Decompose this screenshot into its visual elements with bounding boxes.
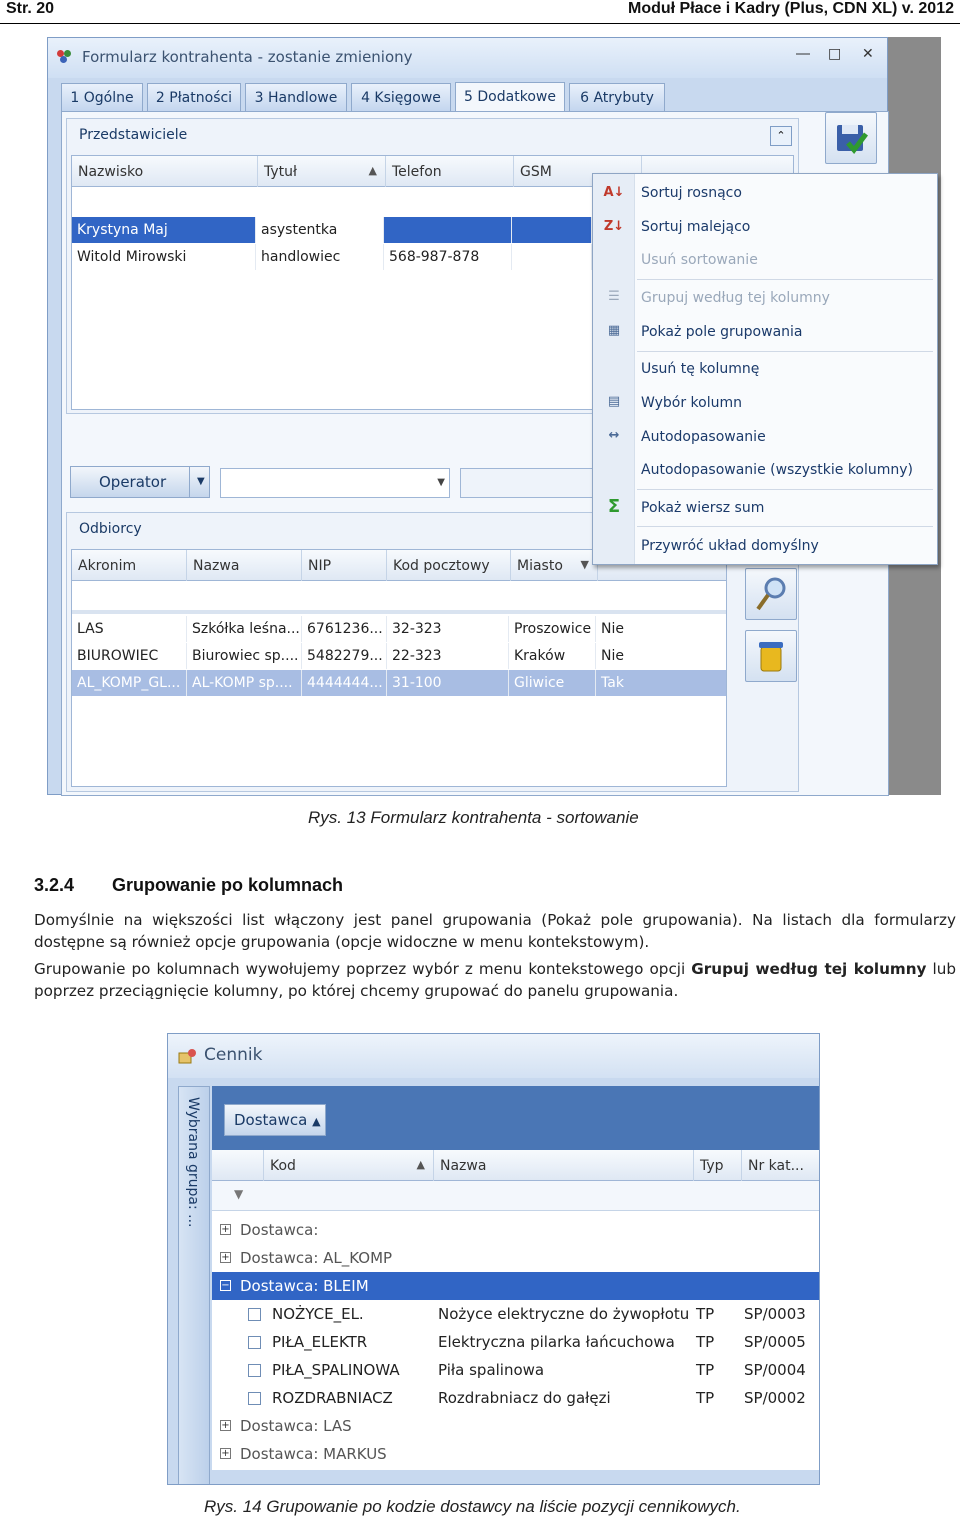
menu-item-show-sum-row[interactable]: Pokaż wiersz sum — [641, 500, 765, 516]
menu-item-group-by-column[interactable]: Grupuj według tej kolumny — [641, 290, 830, 306]
list-item[interactable] — [212, 1328, 820, 1356]
cell-nazwa: AL-KOMP sp.... — [187, 670, 302, 696]
cell-nazwa: Rozdrabniacz do gałęzi — [438, 1389, 611, 1407]
col-nazwisko[interactable]: Nazwisko — [72, 156, 258, 187]
sort-down-icon: ▼ — [580, 558, 589, 571]
cell-flag: Tak — [596, 670, 727, 696]
paragraph-2-text-c: lub poprzez przeciągnięcie kolumny, po której chcemy grupować do panelu grupowania. — [34, 960, 956, 1000]
group-row[interactable] — [212, 1216, 820, 1244]
section-heading — [34, 875, 343, 896]
expand-icon[interactable]: + — [221, 1224, 230, 1235]
recipients-grid — [71, 549, 727, 787]
group-row-label: Dostawca: AL_KOMP — [240, 1249, 393, 1267]
expand-icon[interactable]: + — [221, 1252, 230, 1263]
cell-akronim: BIUROWIEC — [72, 643, 187, 669]
col-nazwa[interactable]: Nazwa — [187, 550, 302, 581]
sort-up-icon: ▲ — [368, 164, 377, 177]
cell-telefon: 568-987-878 — [384, 244, 512, 270]
group-row-label: Dostawca: BLEIM — [240, 1277, 369, 1295]
cell-nazwa: Biurowiec sp.... — [187, 643, 302, 669]
paragraph-2-text-a: Grupowanie po kolumnach wywołujemy poprzez wybór z menu kontekstowego opcji — [34, 960, 692, 978]
window-title: Cennik — [204, 1045, 263, 1065]
sort-up-icon: ▲ — [416, 1158, 425, 1171]
representatives-title: Przedstawiciele — [79, 127, 188, 143]
group-row-label: Dostawca: MARKUS — [240, 1445, 387, 1463]
col-nip[interactable]: NIP — [302, 550, 387, 581]
cell-kod: NOŻYCE_EL. — [272, 1305, 364, 1323]
list-item[interactable] — [212, 1300, 820, 1328]
cell-typ: TP — [696, 1361, 715, 1379]
search-button[interactable] — [745, 568, 797, 620]
cell-flag: Nie — [596, 616, 727, 642]
col-telefon[interactable]: Telefon — [386, 156, 514, 187]
cell-kod: 22-323 — [387, 643, 509, 669]
menu-separator — [637, 351, 933, 352]
selected-group-label: Wybrana grupa: ... — [185, 1097, 201, 1228]
cell-akronim: AL_KOMP_GL... — [72, 670, 187, 696]
recipients-title: Odbiorcy — [79, 521, 142, 537]
cell-nip: 6761236... — [302, 616, 387, 642]
group-panel — [212, 1086, 820, 1150]
paragraph-1: Domyślnie na większości list włączony jest panel grupowania (Pokaż pole grupowania). Na listach dla formularzy dostępne są również opcje grupowania (opcje widoczne w menu kontekstowym). — [34, 911, 956, 951]
cell-miasto: Proszowice — [509, 616, 596, 642]
group-row[interactable] — [212, 1440, 820, 1468]
cell-nazwisko: Witold Mirowski — [72, 244, 256, 270]
menu-item-column-chooser[interactable]: Wybór kolumn — [641, 395, 742, 411]
figure-1-caption: Rys. 13 Formularz kontrahenta - sortowanie — [308, 808, 639, 827]
menu-separator — [637, 489, 933, 490]
sort-desc-icon: Z↓ — [603, 219, 625, 234]
divider — [189, 467, 190, 497]
cell-tytul: handlowiec — [256, 244, 384, 270]
column-chooser-icon: ▤ — [607, 394, 621, 409]
cell-nazwa: Szkółka leśna... — [187, 616, 302, 642]
window-title: Formularz kontrahenta - zostanie zmieniony — [82, 48, 413, 66]
operator-combo[interactable] — [220, 468, 450, 498]
cell-kod: PIŁA_SPALINOWA — [272, 1361, 400, 1379]
close-button[interactable]: ✕ — [862, 46, 874, 62]
menu-item-sort-desc[interactable]: Sortuj malejąco — [641, 219, 751, 235]
table-row[interactable] — [72, 244, 592, 270]
cell-telefon — [384, 217, 512, 243]
cell-nazwa: Elektryczna pilarka łańcuchowa — [438, 1333, 675, 1351]
cell-typ: TP — [696, 1389, 715, 1407]
page-header — [0, 0, 960, 24]
cell-nr-kat: SP/0003 — [744, 1305, 806, 1323]
operator-button[interactable] — [70, 466, 210, 498]
cell-nr-kat: SP/0004 — [744, 1361, 806, 1379]
menu-item-sort-asc[interactable]: Sortuj rosnąco — [641, 185, 742, 201]
expand-icon[interactable]: + — [221, 1420, 230, 1431]
group-row-label: Dostawca: — [240, 1221, 319, 1239]
col-nazwa[interactable]: Nazwa — [434, 1150, 694, 1181]
tab-handlowe[interactable]: 3 Handlowe — [245, 83, 347, 112]
table-row[interactable] — [72, 217, 592, 243]
delete-button[interactable] — [745, 630, 797, 682]
cell-kod: 32-323 — [387, 616, 509, 642]
cell-miasto: Kraków — [509, 643, 596, 669]
price-list-grid — [212, 1150, 820, 1470]
col-kod[interactable] — [264, 1150, 434, 1181]
table-row[interactable] — [72, 643, 727, 669]
section-number: 3.2.4 — [34, 875, 75, 895]
window-titlebar — [48, 38, 887, 78]
filter-row[interactable] — [212, 1181, 820, 1211]
collapse-icon[interactable]: − — [221, 1280, 230, 1291]
col-tytul[interactable] — [258, 156, 386, 187]
list-item[interactable] — [212, 1384, 820, 1412]
collapse-icon[interactable]: ⌃ — [770, 126, 792, 146]
menu-item-autofit-all[interactable]: Autodopasowanie (wszystkie kolumny) — [641, 462, 914, 478]
tab-dodatkowe[interactable]: 5 Dodatkowe — [455, 82, 565, 113]
group-row[interactable] — [212, 1244, 820, 1272]
sum-icon: Σ — [607, 496, 621, 517]
maximize-button[interactable]: □ — [828, 46, 842, 62]
context-menu — [592, 173, 938, 565]
tab-atrybuty[interactable]: 6 Atrybuty — [569, 83, 665, 112]
figure-2-caption: Rys. 14 Grupowanie po kodzie dostawcy na liście pozycji cennikowych. — [204, 1497, 741, 1516]
operator-button-label: Operator — [99, 473, 167, 491]
sort-asc-icon: A↓ — [603, 185, 625, 200]
window-titlebar — [168, 1034, 819, 1078]
group-row-label: Dostawca: LAS — [240, 1417, 352, 1435]
menu-item-show-group-panel[interactable]: Pokaż pole grupowania — [641, 324, 803, 340]
cell-typ: TP — [696, 1305, 715, 1323]
tab-ksiegowe[interactable]: 4 Księgowe — [351, 83, 451, 112]
save-icon — [826, 113, 876, 163]
cell-nip: 4444444... — [302, 670, 387, 696]
menu-item-remove-column[interactable]: Usuń tę kolumnę — [641, 361, 760, 377]
table-row[interactable] — [72, 670, 727, 696]
chevron-down-icon[interactable]: ▼ — [437, 477, 445, 488]
paragraph-2-bold: Grupuj według tej kolumny — [691, 960, 927, 978]
menu-item-restore-default[interactable]: Przywróć układ domyślny — [641, 538, 819, 554]
group-row[interactable] — [212, 1412, 820, 1440]
minimize-button[interactable]: ― — [796, 46, 810, 62]
list-item[interactable] — [212, 1356, 820, 1384]
operator-field[interactable] — [460, 468, 600, 498]
cell-tytul[interactable]: asystentka — [256, 217, 384, 243]
app-logo-icon — [57, 50, 77, 64]
autofit-icon: ↔ — [608, 428, 620, 443]
col-kod-label: Kod — [270, 1158, 296, 1174]
menu-item-autofit[interactable]: Autodopasowanie — [641, 429, 766, 445]
cell-kod: ROZDRABNIACZ — [272, 1389, 393, 1407]
tab-ogolne[interactable]: 1 Ogólne — [61, 83, 143, 112]
row-checkbox[interactable] — [248, 1392, 261, 1405]
figure-2-screenshot — [167, 1033, 820, 1485]
cell-nazwisko: Krystyna Maj — [72, 217, 256, 243]
menu-separator — [637, 526, 933, 527]
header-separator — [72, 610, 727, 614]
row-checkbox[interactable] — [248, 1364, 261, 1377]
col-miasto-label: Miasto — [517, 558, 563, 574]
cell-nr-kat: SP/0005 — [744, 1333, 806, 1351]
col-nr-kat[interactable]: Nr kat... — [742, 1150, 820, 1181]
figure-1-screenshot — [47, 37, 941, 795]
group-panel-icon: ▦ — [607, 323, 621, 338]
document-title: Moduł Płace i Kadry (Plus, CDN XL) v. 2012 — [627, 0, 954, 17]
group-row[interactable] — [212, 1272, 820, 1300]
save-button[interactable] — [825, 112, 877, 164]
menu-separator — [637, 279, 933, 280]
group-icon: ☰ — [608, 289, 620, 304]
menu-item-remove-sort[interactable]: Usuń sortowanie — [641, 252, 758, 268]
group-tag-dostawca[interactable] — [224, 1104, 326, 1136]
cell-nazwa: Nożyce elektryczne do żywopłotu — [438, 1305, 690, 1323]
expand-icon[interactable]: + — [221, 1448, 230, 1459]
col-akronim[interactable]: Akronim — [72, 550, 187, 581]
section-title: Grupowanie po kolumnach — [112, 875, 344, 895]
row-checkbox[interactable] — [248, 1336, 261, 1349]
magnifier-icon — [746, 569, 796, 619]
cell-akronim: LAS — [72, 616, 187, 642]
col-gsm[interactable]: GSM — [514, 156, 642, 187]
grid-header — [212, 1150, 820, 1181]
cell-nazwa: Piła spalinowa — [438, 1361, 545, 1379]
trash-bin-icon — [746, 631, 796, 681]
selected-group-bar[interactable] — [178, 1086, 210, 1485]
cell-kod: PIŁA_ELEKTR — [272, 1333, 368, 1351]
col-indicator — [212, 1150, 264, 1181]
col-tytul-label: Tytuł — [264, 164, 297, 180]
col-kod-pocztowy[interactable]: Kod pocztowy — [387, 550, 511, 581]
group-tag-label: Dostawca — [234, 1111, 308, 1129]
col-miasto[interactable] — [511, 550, 598, 581]
col-typ[interactable]: Typ — [694, 1150, 742, 1181]
filter-icon[interactable]: ▼ — [234, 1187, 244, 1201]
price-list-icon — [178, 1047, 198, 1065]
cell-flag: Nie — [596, 643, 727, 669]
cell-typ: TP — [696, 1333, 715, 1351]
sort-up-icon: ▲ — [312, 1115, 321, 1128]
cell-miasto: Gliwice — [509, 670, 596, 696]
page-number: Str. 20 — [6, 0, 55, 17]
chevron-down-icon[interactable]: ▼ — [197, 476, 205, 487]
cell-gsm — [512, 244, 592, 270]
paragraph-2 — [34, 958, 956, 1002]
table-row[interactable] — [72, 616, 727, 642]
row-checkbox[interactable] — [248, 1308, 261, 1321]
cell-gsm — [512, 217, 592, 243]
cell-kod: 31-100 — [387, 670, 509, 696]
cell-nr-kat: SP/0002 — [744, 1389, 806, 1407]
cell-nip: 5482279... — [302, 643, 387, 669]
tab-platnosci[interactable]: 2 Płatności — [147, 83, 241, 112]
